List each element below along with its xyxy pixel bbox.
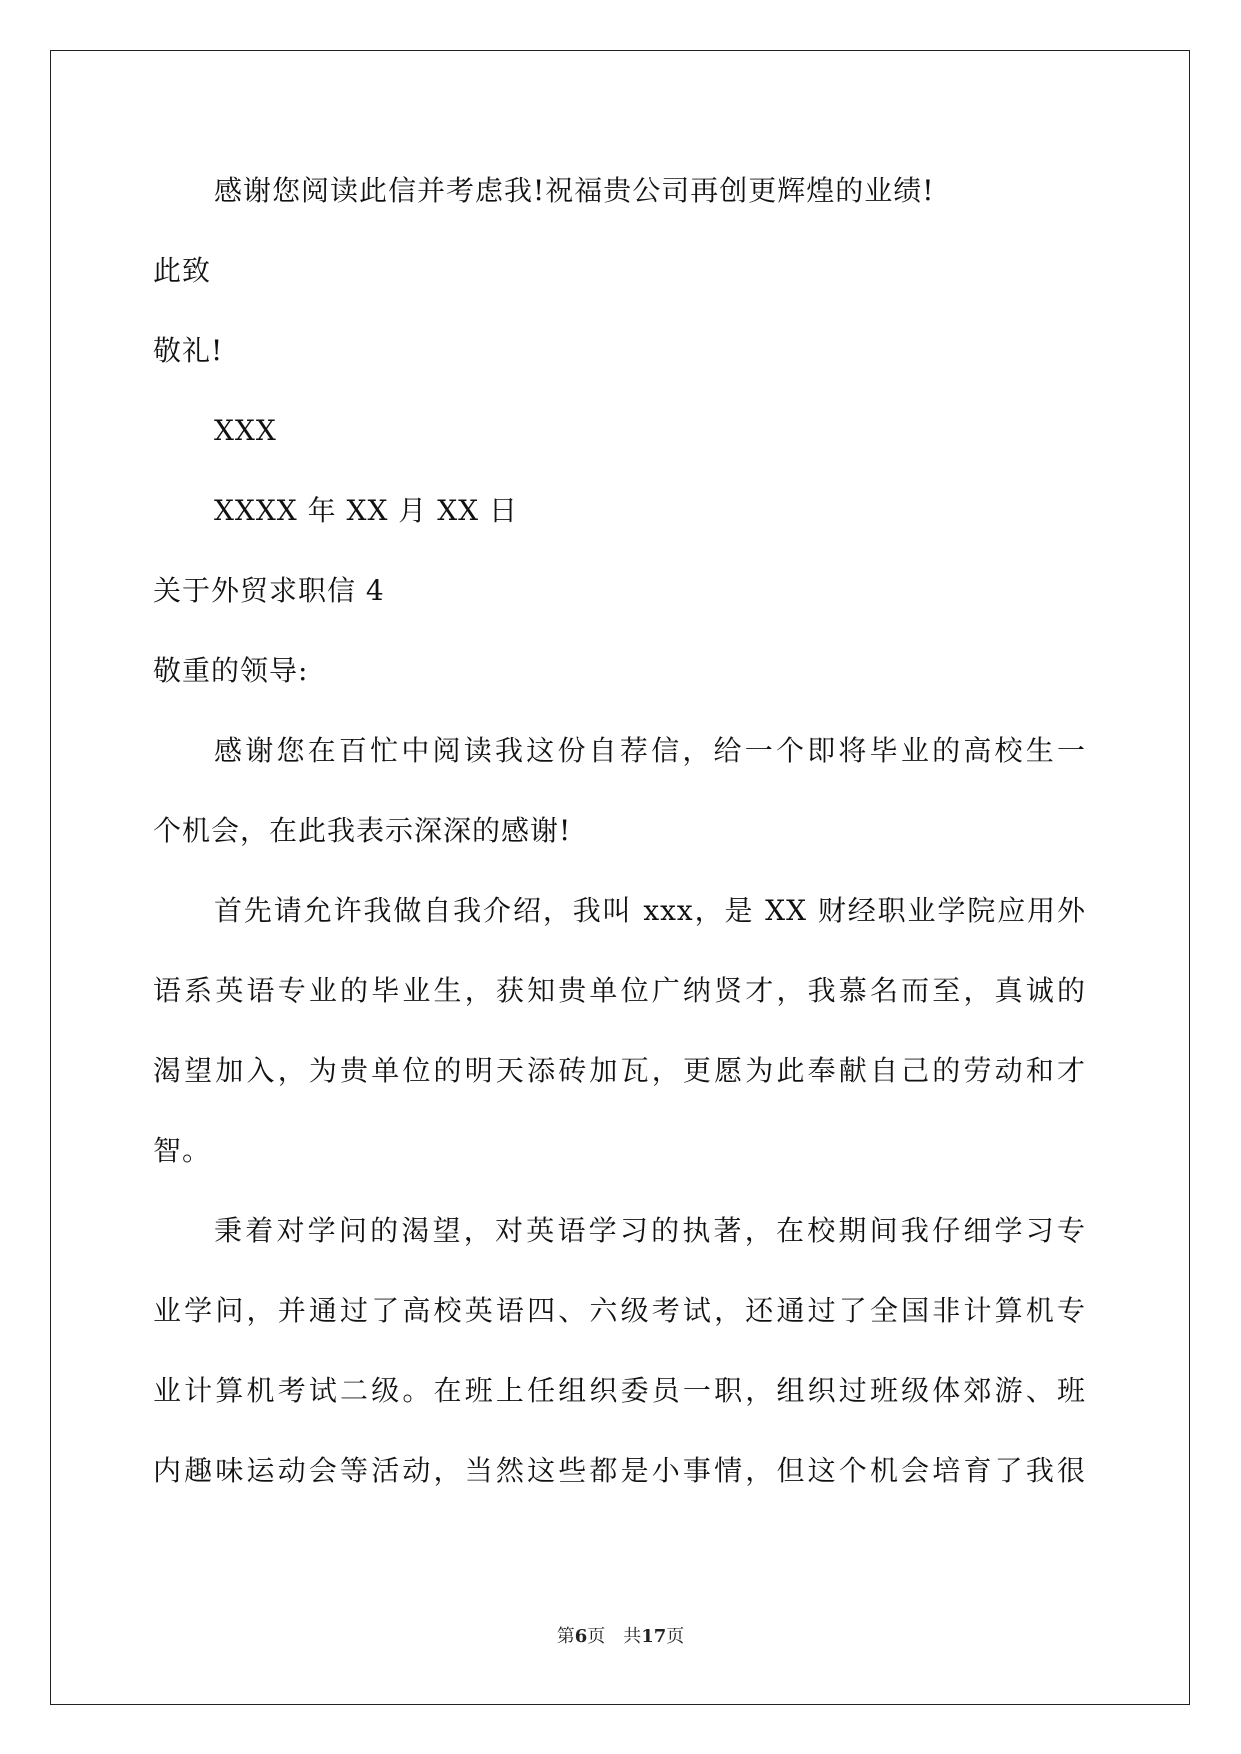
signature-date: XXXX 年 XX 月 XX 日 bbox=[214, 494, 518, 527]
paragraph-line: 渴望加入，为贵单位的明天添砖加瓦，更愿为此奉献自己的劳动和才 bbox=[153, 1054, 1086, 1087]
salutation-jing-li: 敬礼! bbox=[153, 334, 224, 367]
current-page-number: 6 bbox=[574, 1626, 588, 1647]
paragraph-line: 内趣味运动会等活动，当然这些都是小事情，但这个机会培育了我很 bbox=[153, 1454, 1086, 1487]
paragraph-line: 秉着对学问的渴望，对英语学习的执著，在校期间我仔细学习专 bbox=[214, 1214, 1086, 1247]
paragraph-line: 业学问，并通过了高校英语四、六级考试，还通过了全国非计算机专 bbox=[153, 1294, 1086, 1327]
paragraph-line: 感谢您在百忙中阅读我这份自荐信，给一个即将毕业的高校生一 bbox=[214, 734, 1086, 767]
paragraph-line: 首先请允许我做自我介绍，我叫 xxx，是 XX 财经职业学院应用外 bbox=[214, 894, 1086, 927]
page-footer bbox=[0, 1625, 1241, 1649]
total-pages-number: 17 bbox=[641, 1626, 667, 1647]
paragraph-line: 语系英语专业的毕业生，获知贵单位广纳贤才，我慕名而至，真诚的 bbox=[153, 974, 1086, 1007]
closing-thanks-line: 感谢您阅读此信并考虑我!祝福贵公司再创更辉煌的业绩! bbox=[214, 174, 935, 207]
section-title: 关于外贸求职信 4 bbox=[153, 574, 385, 607]
signature-name: XXX bbox=[214, 414, 277, 447]
paragraph-line: 个机会，在此我表示深深的感谢! bbox=[153, 814, 572, 847]
paragraph-line: 智。 bbox=[153, 1134, 212, 1167]
footer-suffix: 页 bbox=[666, 1626, 685, 1647]
footer-prefix: 第 bbox=[556, 1626, 575, 1647]
salutation-ci-zhi: 此致 bbox=[153, 254, 212, 287]
paragraph-line: 业计算机考试二级。在班上任组织委员一职，组织过班级体郊游、班 bbox=[153, 1374, 1086, 1407]
footer-mid: 页 共 bbox=[587, 1626, 642, 1647]
letter-greeting: 敬重的领导: bbox=[153, 654, 309, 687]
